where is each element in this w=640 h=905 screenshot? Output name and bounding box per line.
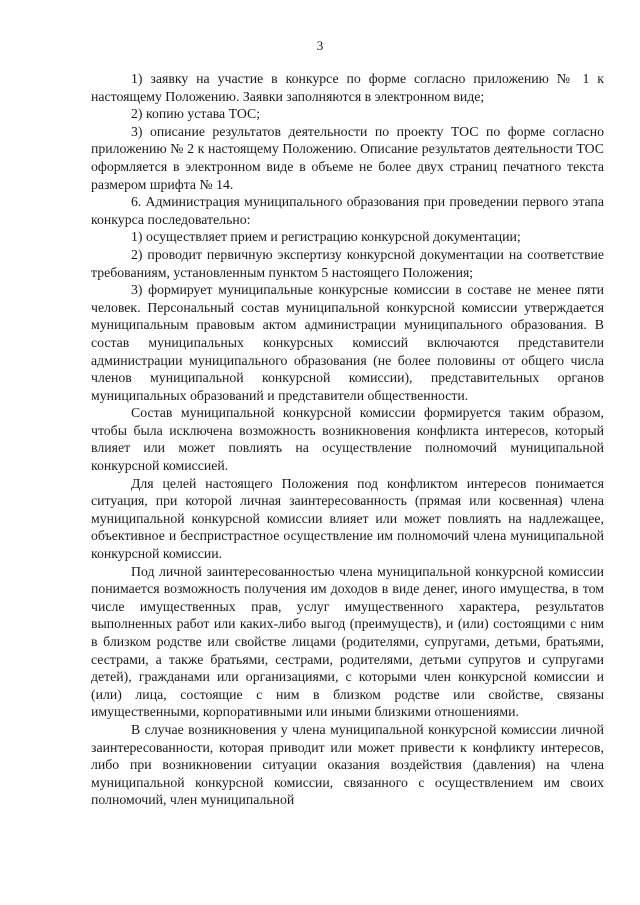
paragraph-personal-interest: Под личной заинтересованностью члена муниципальной конкурсной комиссии понимается возможность получения им доходов в виде денег, иного имущества, в том числе имущественных прав, услуг имущественного характера, результатов выполненных работ или каких-либо выгод (преимуществ), и (или) состоящими с ним в близком родстве или свойстве лицами (родителями, супругами, детьми, братьями, сестрами, а также братьями, сестрами, родителями, детьми супругов и супругами детей), гражданами или организациями, с которыми член конкурсной комиссии и (или) лица, состоящие с ним в близком родстве или свойстве, связаны имущественными, корпоративными или иными близкими отношениями. bbox=[91, 563, 604, 720]
paragraph-commission-composition: Состав муниципальной конкурсной комиссии формируется таким образом, чтобы была исключена возможность возникновения конфликта интересов, который влияет или может повлиять на осуществление полномочий муниципальной конкурсной комиссией. bbox=[91, 405, 604, 474]
paragraph-item-6: 6. Администрация муниципального образования при проведении первого этапа конкурса последовательно: bbox=[91, 194, 604, 227]
paragraph-tos-charter: 2) копию устава ТОС; bbox=[131, 106, 261, 122]
paragraph-interest-occurrence: В случае возникновения у члена муниципальной конкурсной комиссии личной заинтересованности, которая приводит или может привести к конфликту интересов, либо при возникновении ситуации оказания воздействия (давления) на члена муниципальной конкурсной комиссии, связанного с осуществлением им своих полномочий, член муниципальной bbox=[91, 721, 604, 808]
paragraph-application-form: 1) заявку на участие в конкурсе по форме согласно приложению № 1 к настоящему Положению. Заявки заполняются в электронном виде; bbox=[91, 71, 604, 104]
paragraph-primary-review: 2) проводит первичную экспертизу конкурсной документации на соответствие требованиям, установленным пунктом 5 настоящего Положения; bbox=[91, 246, 604, 280]
page-number: 3 bbox=[316, 38, 324, 53]
document-body bbox=[91, 70, 604, 809]
paragraph-accepts-documents: 1) осуществляет прием и регистрацию конкурсной документации; bbox=[131, 229, 521, 245]
paragraph-conflict-of-interest: Для целей настоящего Положения под конфликтом интересов понимается ситуация, при которой личная заинтересованность (прямая или косвенная) члена муниципальной конкурсной комиссии влияет или может повлиять на надлежащее, объективное и беспристрастное осуществление им полномочий члена муниципальной конкурсной комиссии. bbox=[91, 475, 604, 562]
paragraph-results-description: 3) описание результатов деятельности по проекту ТОС по форме согласно приложению № 2 к настоящему Положению. Описание результатов деятельности ТОС оформляется в электронном виде в объеме не более двух страниц печатного текста размером шрифта № 14. bbox=[91, 123, 604, 192]
paragraph-forms-commissions: 3) формирует муниципальные конкурсные комиссии в составе не менее пяти человек. Персональный состав муниципальной конкурсной комиссии утверждается муниципальным правовым актом администрации муниципального образования. В состав муниципальных конкурсных комиссий включаются представители администрации муниципального образования (не более половины от общего числа членов муниципальной конкурсной комиссии), представительных органов муниципальных образований и представители общественности. bbox=[91, 282, 604, 403]
